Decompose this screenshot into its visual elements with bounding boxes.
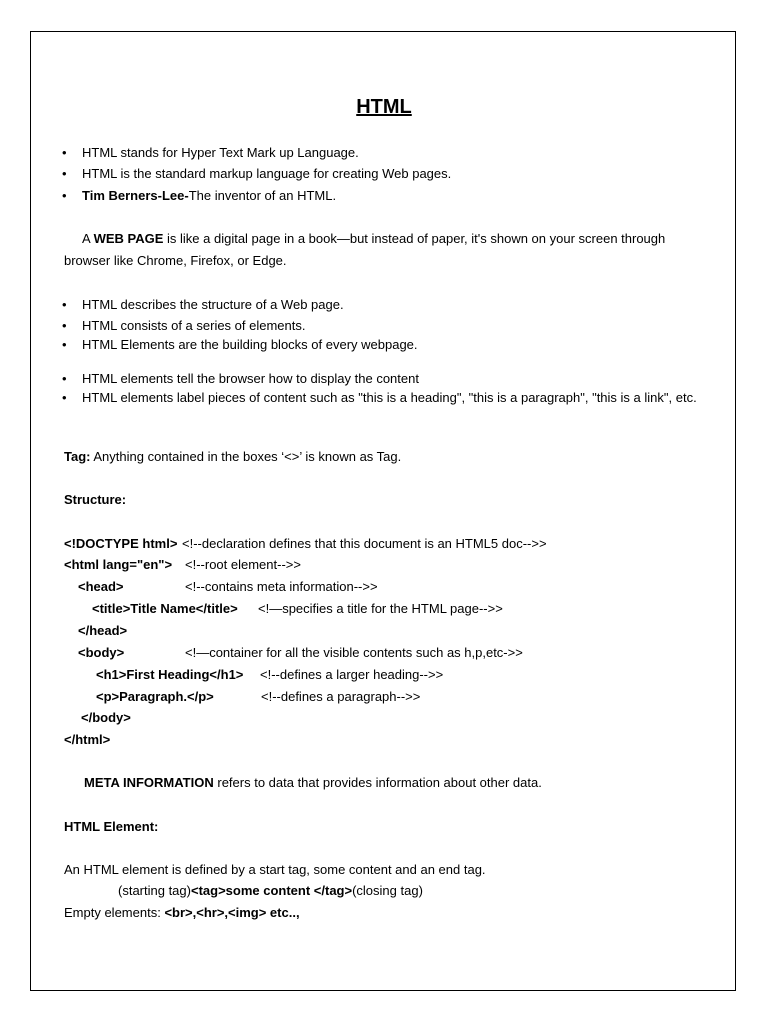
- code-comment: <!--defines a paragraph-->>: [261, 689, 421, 704]
- document-title: HTML: [356, 96, 412, 118]
- element-heading: HTML Element:: [64, 819, 159, 834]
- bullet-icon: •: [62, 297, 67, 312]
- list-item: HTML describes the structure of a Web page.: [82, 297, 344, 312]
- code-tag: </head>: [78, 623, 128, 638]
- web-page-paragraph: [64, 228, 714, 272]
- inventor-name: Tim Berners-Lee-: [82, 188, 189, 203]
- list-item: HTML elements label pieces of content such as "this is a heading", "this is a paragraph", "this is a link", etc.: [82, 390, 697, 405]
- code-comment: <!—specifies a title for the HTML page-->>: [258, 601, 503, 616]
- para-prefix: A: [82, 231, 94, 246]
- code-tag: </body>: [81, 710, 131, 725]
- example-code: <tag>some content </tag>: [190, 883, 353, 898]
- inventor-text: The inventor of an HTML.: [188, 188, 337, 203]
- para-text: is like a digital page in a book—but instead of paper, it's shown on your screen through browser like Chrome, Firefox, or Edge.: [64, 231, 666, 268]
- bullet-icon: •: [62, 145, 67, 160]
- para-bold: WEB PAGE: [93, 231, 164, 246]
- tag-label: Tag:: [64, 449, 91, 464]
- list-item: HTML stands for Hyper Text Mark up Language.: [82, 145, 359, 160]
- code-comment: <!--defines a larger heading-->>: [260, 667, 444, 682]
- tag-definition: [64, 449, 401, 465]
- code-tag: <h1>First Heading</h1>: [96, 667, 244, 682]
- code-tag: <head>: [78, 579, 124, 594]
- element-example: [118, 883, 423, 899]
- bullet-icon: •: [62, 390, 67, 405]
- bullet-icon: •: [62, 166, 67, 181]
- bullet-icon: •: [62, 188, 67, 203]
- start-tag-note: (starting tag): [118, 883, 191, 898]
- code-tag: <p>Paragraph.</p>: [96, 689, 214, 704]
- code-tag: <html lang="en">: [64, 557, 173, 572]
- structure-heading: Structure:: [64, 492, 127, 507]
- meta-info-paragraph: [84, 775, 542, 791]
- bullet-icon: •: [62, 318, 67, 333]
- tag-text: Anything contained in the boxes ‘<>’ is known as Tag.: [90, 449, 402, 464]
- end-tag-note: (closing tag): [352, 883, 423, 898]
- list-item: HTML is the standard markup language for creating Web pages.: [82, 166, 452, 181]
- element-definition: An HTML element is defined by a start tag, some content and an end tag.: [64, 862, 486, 877]
- code-comment: <!--root element-->>: [185, 557, 301, 572]
- list-item: HTML elements tell the browser how to display the content: [82, 371, 419, 386]
- list-item: HTML Elements are the building blocks of every webpage.: [82, 337, 418, 352]
- empty-elements: [64, 905, 300, 921]
- code-tag: <title>Title Name</title>: [92, 601, 238, 616]
- empty-elements-label: Empty elements:: [64, 905, 165, 920]
- list-item: HTML consists of a series of elements.: [82, 318, 306, 333]
- meta-info-text: refers to data that provides information about other data.: [213, 775, 542, 790]
- empty-elements-list: <br>,<hr>,<img> etc..,: [164, 905, 300, 920]
- list-item: [82, 188, 336, 204]
- code-tag: <body>: [78, 645, 125, 660]
- bullet-icon: •: [62, 337, 67, 352]
- code-comment: <!—container for all the visible contents such as h,p,etc->>: [185, 645, 523, 660]
- code-comment: <!--declaration defines that this document is an HTML5 doc-->>: [182, 536, 547, 551]
- meta-info-label: META INFORMATION: [84, 775, 214, 790]
- code-tag: </html>: [64, 732, 111, 747]
- code-comment: <!--contains meta information-->>: [185, 579, 378, 594]
- code-tag: <!DOCTYPE html>: [64, 536, 178, 551]
- bullet-icon: •: [62, 371, 67, 386]
